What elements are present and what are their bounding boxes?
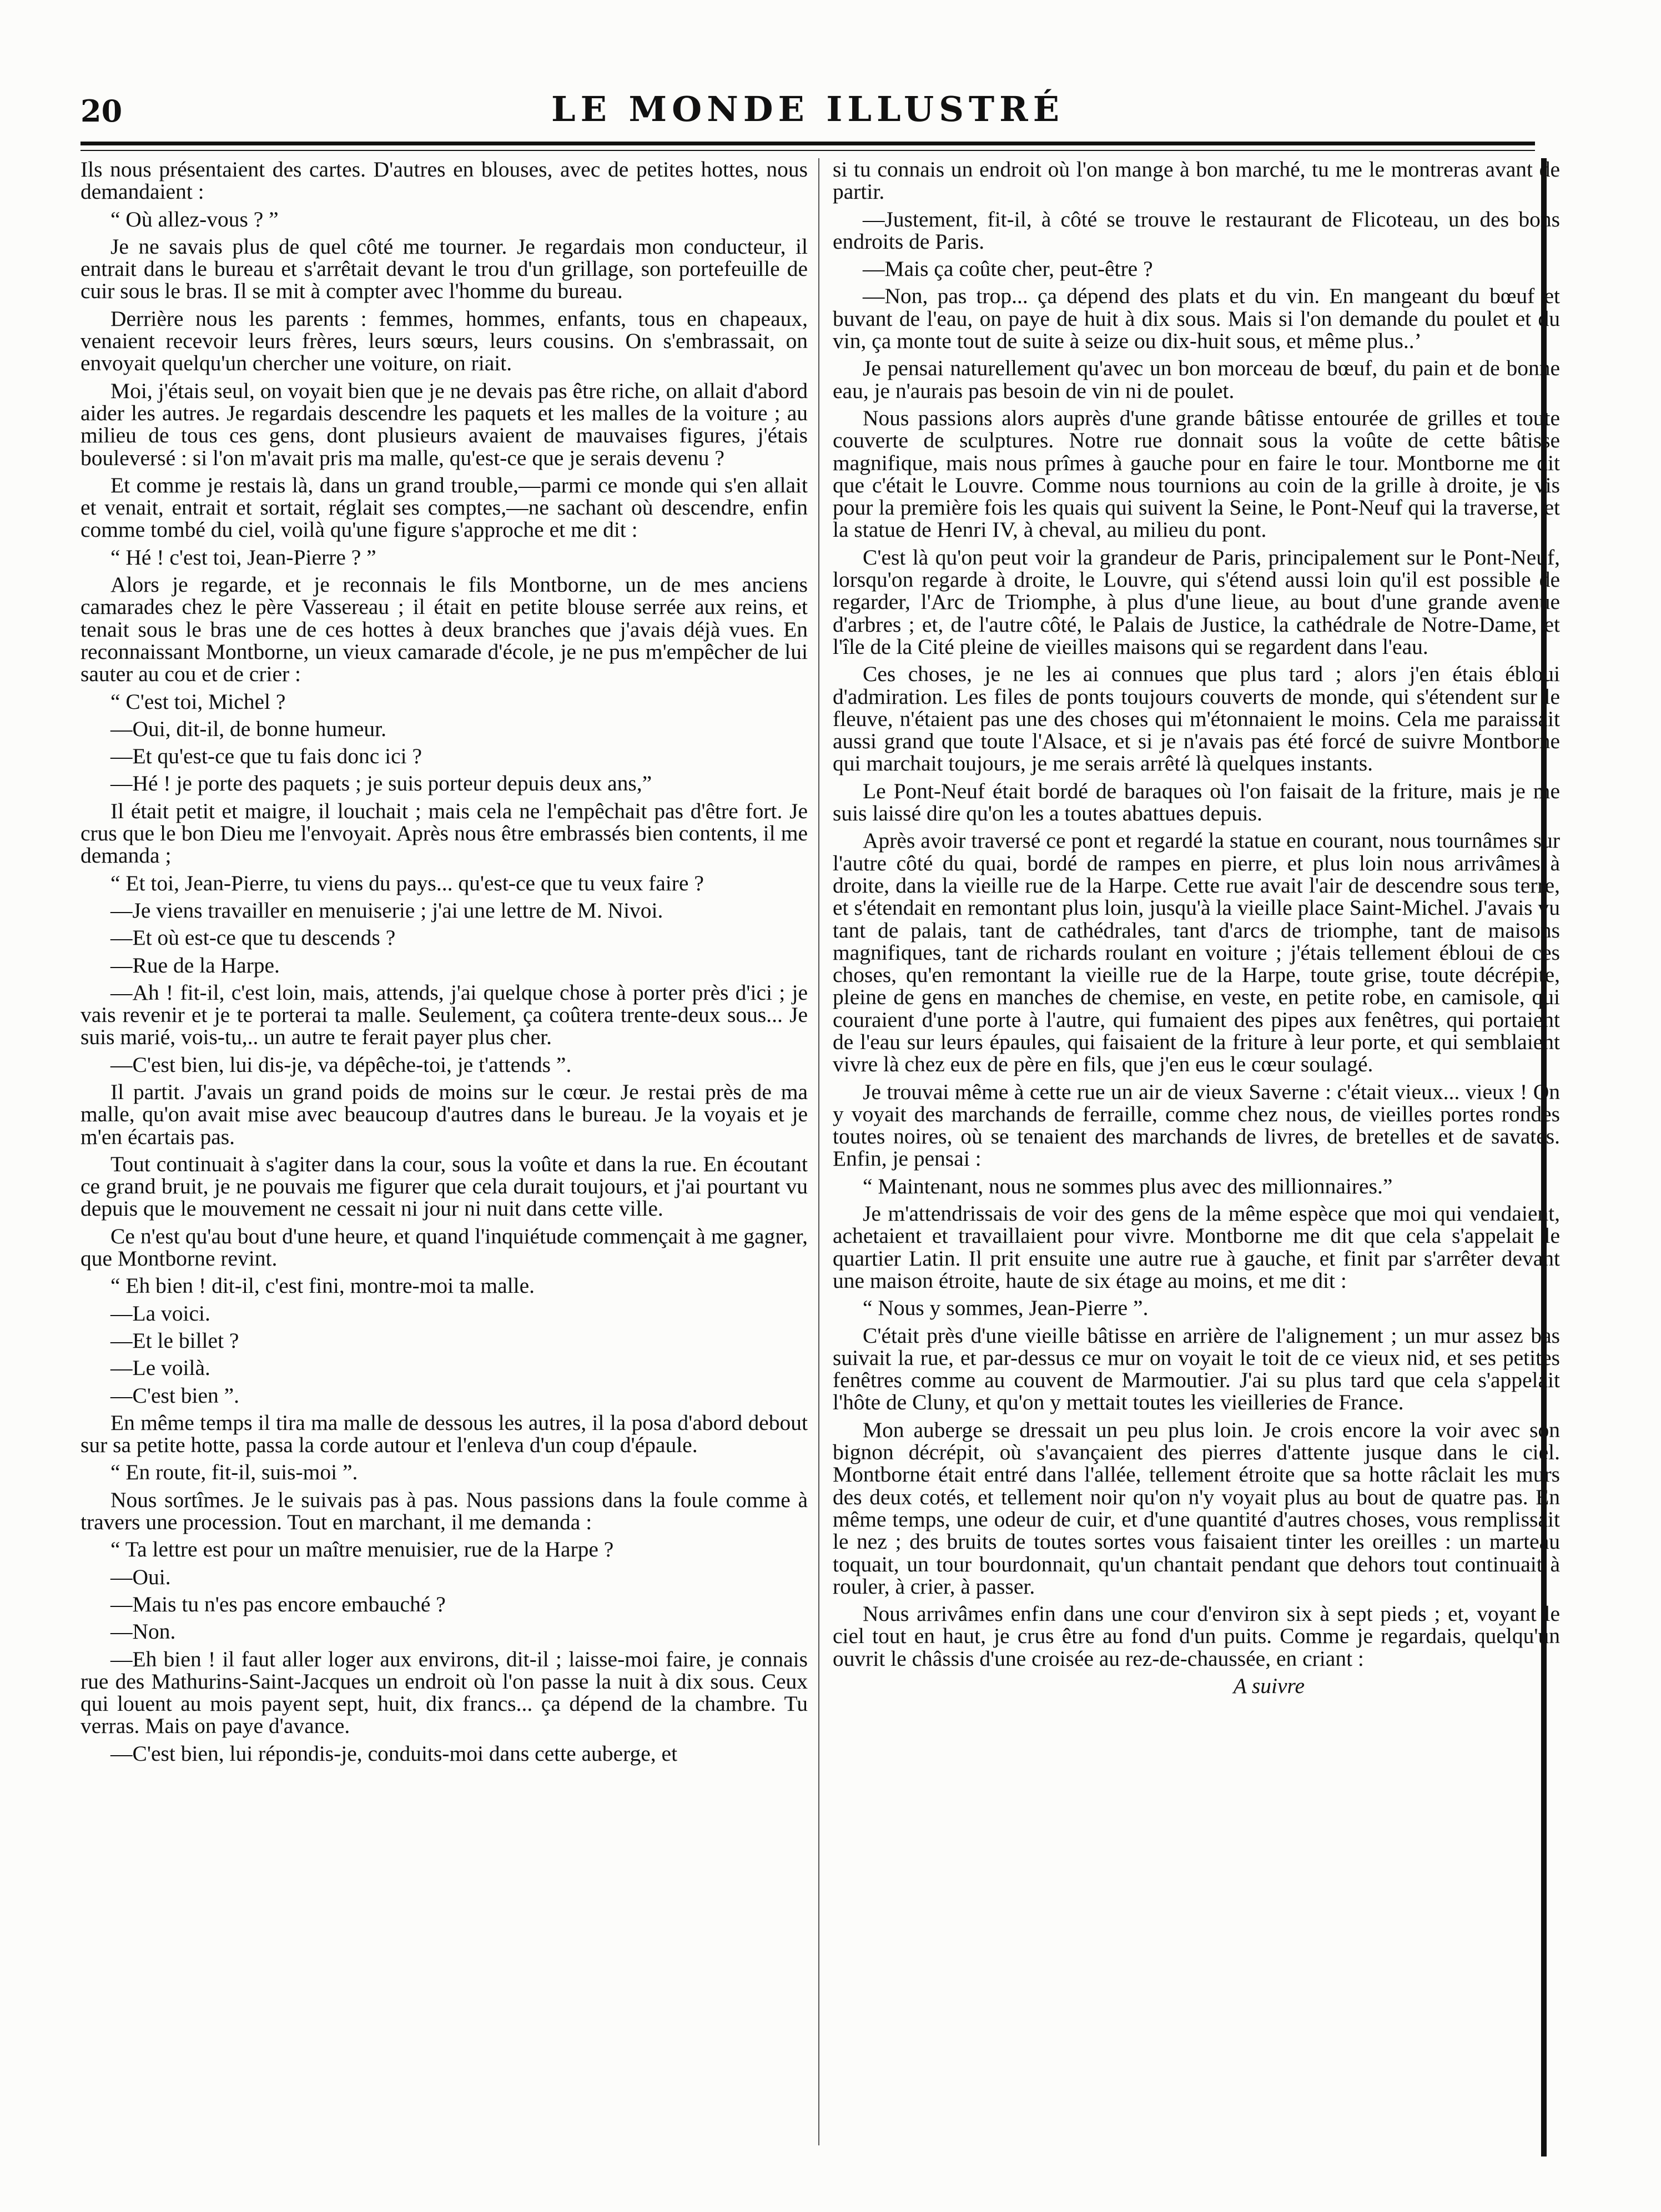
paragraph: Ces choses, je ne les ai connues que plus tard ; alors j'en étais ébloui d'admiration. Les files de ponts toujours couverts de monde, qui s'étendent sur le fleuve, n'étaient pas une des choses qui m'étonnaient le moins. Cela me paraissait aussi grand que toute l'Alsace, et si je n'avais pas été forcé de suivre Montborne qui marchait toujours, je me serais arrêté là quelques instants. (833, 662, 1560, 776)
paragraph: “ Eh bien ! dit-il, c'est fini, montre-moi ta malle. (110, 1273, 535, 1298)
paragraph: “ Et toi, Jean-Pierre, tu viens du pays... qu'est-ce que tu veux faire ? (110, 870, 704, 895)
paragraph: —Oui. (110, 1564, 171, 1589)
paragraph: “ Hé ! c'est toi, Jean-Pierre ? ” (110, 545, 376, 570)
paragraph: —La voici. (110, 1301, 210, 1326)
paragraph: C'était près d'une vieille bâtisse en arrière de l'alignement ; un mur assez bas suivait la rue, et par-dessus ce mur on voyait le toit de ce vieux nid, et ses petites fenêtres comme au couvent de Marmoutier. J'ai su plus tard que cela s'appelait l'hôte de Cluny, et qu'on y mettait toutes les vieilleries de France. (833, 1323, 1560, 1415)
paragraph: Mon auberge se dressait un peu plus loin. Je crois encore la voir avec son bignon décrépit, où s'avançaient des pierres d'attente jusque dans le ciel. Montborne était entré dans l'allée, tellement étroite que sa hotte râclait les murs des deux cotés, et tellement noir qu'on n'y voyait plus au bout de quatre pas. En même temps, une odeur de cuir, et d'une quantité d'autres choses, vous remplissait le nez ; des bruits de toutes sortes vous faisaient tinter les oreilles : un marteau toquait, un tour bourdonnait, qu'un chantait pendant que dehors tout continuait à rouler, à crier, à passer. (833, 1417, 1560, 1599)
paragraph: —Et le billet ? (110, 1328, 239, 1353)
paragraph: —Oui, dit-il, de bonne humeur. (110, 716, 386, 741)
paragraph: —Mais ça coûte cher, peut-être ? (863, 256, 1153, 281)
paragraph: Alors je regarde, et je reconnais le fils Montborne, un de mes anciens camarades chez le père Vassereau ; il était en petite blouse serrée aux reins, et tenait sous le bras une de ces hottes à deux branches que j'avais déjà vues. En reconnaissant Montborne, un vieux camarade d'école, je ne pus m'empêcher de lui sauter au cou et de crier : (80, 572, 808, 687)
paragraph: —Hé ! je porte des paquets ; je suis porteur depuis deux ans,” (110, 771, 652, 796)
right-column (833, 158, 1560, 2168)
paragraph: —Mais tu n'es pas encore embauché ? (110, 1591, 446, 1616)
paragraph: Moi, j'étais seul, on voyait bien que je ne devais pas être riche, on allait d'abord aider les autres. Je regardais descendre les paquets et les malles de la voiture ; au milieu de tous ces gens, dont plusieurs avaient de mauvaises figures, j'étais bouleversé : si l'on m'avait pris ma malle, qu'est-ce que je serais devenu ? (80, 378, 808, 470)
paragraph: Je pensai naturellement qu'avec un bon morceau de bœuf, du pain et de bonne eau, je n'aurais pas besoin de vin ni de poulet. (833, 356, 1560, 403)
paragraph: Le Pont-Neuf était bordé de baraques où l'on faisait de la friture, mais je me suis laissé dire qu'on les a toutes abattues depuis. (833, 778, 1560, 826)
paragraph: Nous arrivâmes enfin dans une cour d'environ six à sept pieds ; et, voyant le ciel tout en haut, je crus être au fond d'un puits. Comme je regardais, quelqu'un ouvrit le châssis d'une croisée au rez-de-chaussée, en criant : (833, 1601, 1560, 1671)
paragraph: Ce n'est qu'au bout d'une heure, et quand l'inquiétude commençait à me gagner, que Montborne revint. (80, 1223, 808, 1271)
paragraph: —Je viens travailler en menuiserie ; j'ai une lettre de M. Nivoi. (110, 898, 663, 923)
paragraph: —C'est bien ”. (110, 1383, 240, 1408)
paragraph: “ Ta lettre est pour un maître menuisier, rue de la Harpe ? (110, 1537, 614, 1562)
paragraph: —C'est bien, lui dis-je, va dépêche-toi, je t'attends ”. (110, 1052, 572, 1077)
masthead-title: LE MONDE ILLUSTRÉ (551, 89, 1064, 129)
paragraph: —Non. (110, 1619, 176, 1644)
paragraph: —Eh bien ! il faut aller loger aux environs, dit-il ; laisse-moi faire, je connais rue des Mathurins-Saint-Jacques un endroit où l'on passe la nuit à dix sous. Ceux qui louent au mois payent sept, huit, dix francs... ça dépend de la chambre. Tu verras. Mais on paye d'avance. (80, 1646, 808, 1739)
paragraph: —Justement, fit-il, à côté se trouve le restaurant de Flicoteau, un des bons endroits de Paris. (833, 206, 1560, 254)
paragraph: Nous sortîmes. Je le suivais pas à pas. Nous passions dans la foule comme à travers une procession. Tout en marchant, il me demanda : (80, 1487, 808, 1535)
paragraph: —Et qu'est-ce que tu fais donc ici ? (110, 744, 422, 769)
paragraph: Derrière nous les parents : femmes, hommes, enfants, tous en chapeaux, venaient recevoir leurs frères, leurs sœurs, leurs cousins. On s'embrassait, on envoyait quelqu'un chercher une voiture, on riait. (80, 306, 808, 376)
paragraph: Et comme je restais là, dans un grand trouble,—parmi ce monde qui s'en allait et venait, entrait et sortait, réglait ses comptes,—ne sachant où descendre, enfin comme tombé du ciel, voilà qu'une figure s'approche et me dit : (80, 472, 808, 542)
paragraph: Après avoir traversé ce pont et regardé la statue en courant, nous tournâmes sur l'autre côté du quai, bordé de rampes en pierre, et plus loin nous arrivâmes à droite, dans la vieille rue de la Harpe. Cette rue avait l'air de descendre sous terre, et s'étendait en remontant plus loin, jusqu'à la vieille place Saint-Michel. J'avais vu tant de palais, tant de cathédrales, tant d'arcs de triomphe, tant de maisons magnifiques, tant de richards roulant en voiture ; j'étais tellement ébloui de ces choses, qu'en remontant la vieille rue de la Harpe, toute grise, toute décrépite, pleine de gens en manches de chemise, en veste, en petite robe, en camisole, qui couraient d'une porte à l'autre, qui fumaient des pipes aux fenêtres, qui portaient de l'eau sur leurs épaules, qui faisaient de la friture à leur porte, et qui semblaient vivre là chez eux de père en fils, que j'en eus le cœur soulagé. (833, 828, 1560, 1077)
paragraph: Il partit. J'avais un grand poids de moins sur le cœur. Je restai près de ma malle, qu'on avait mise avec beaucoup d'autres dans le bureau. Je la voyais et je m'en écartais pas. (80, 1079, 808, 1149)
paragraph: C'est là qu'on peut voir la grandeur de Paris, principalement sur le Pont-Neuf, lorsqu'on regarde à droite, le Louvre, qui s'étend aussi loin qu'il est possible de regarder, l'Arc de Triomphe, à plus d'une lieue, au bout d'une grande avenue d'arbres ; et, de l'autre côté, le Palais de Justice, la cathédrale de Notre-Dame, et l'île de la Cité pleine de vieilles maisons qui se regardent dans l'eau. (833, 545, 1560, 659)
paragraph: Ils nous présentaient des cartes. D'autres en blouses, avec de petites hottes, nous demandaient : (80, 158, 808, 204)
paragraph: Je ne savais plus de quel côté me tourner. Je regardais mon conducteur, il entrait dans le bureau et s'arrêtait devant le trou d'un grillage, son portefeuille de cuir sous le bras. Il se mit à compter avec l'homme du bureau. (80, 234, 808, 304)
column-divider (818, 158, 819, 2145)
paragraph: Je m'attendrissais de voir des gens de la même espèce que moi qui vendaient, achetaient et travaillaient pour vivre. Montborne me dit que cela s'appelait le quartier Latin. Il prit ensuite une autre rue à gauche, et finit par s'arrêter devant une maison étroite, haute de six étage au moins, et me dit : (833, 1201, 1560, 1293)
paragraph: “ En route, fit-il, suis-moi ”. (110, 1460, 358, 1485)
page-number: 20 (80, 93, 123, 129)
left-column (80, 158, 808, 2168)
paragraph: Nous passions alors auprès d'une grande bâtisse entourée de grilles et toute couverte de sculptures. Notre rue donnait sous la voûte de cette bâtisse magnifique, mais nous prîmes à gauche pour en faire le tour. Montborne me dit que c'était le Louvre. Comme nous tournions au coin de la grille à droite, je vis pour la première fois les quais qui suivent la Seine, le Pont-Neuf qui la traverse, et la statue de Henri IV, à cheval, au milieu du pont. (833, 405, 1560, 542)
paragraph: —Le voilà. (110, 1356, 210, 1380)
paragraph: En même temps il tira ma malle de dessous les autres, il la posa d'abord debout sur sa petite hotte, passa la corde autour et l'enleva d'un coup d'épaule. (80, 1410, 808, 1458)
paragraph: —Non, pas trop... ça dépend des plats et du vin. En mangeant du bœuf et buvant de l'eau, on paye de huit à dix sous. Mais si l'on demande du poulet et du vin, ça monte tout de suite à seize ou dix-huit sous, et même plus..’ (833, 284, 1560, 354)
paragraph: —Et où est-ce que tu descends ? (110, 925, 396, 950)
paragraph: Je trouvai même à cette rue un air de vieux Saverne : c'était vieux... vieux ! On y voyait des marchands de ferraille, comme chez nous, de vieilles portes rondes toutes noires, où se tenaient des marchands de livres, de bretelles et de savates. Enfin, je pensai : (833, 1079, 1560, 1171)
paragraph: “ C'est toi, Michel ? (110, 689, 286, 714)
header-rule-thick (80, 142, 1535, 145)
continuation-note: A suivre (1233, 1674, 1305, 1698)
paragraph: “ Maintenant, nous ne sommes plus avec des millionnaires.” (863, 1173, 1393, 1198)
header-rule-thin (80, 150, 1535, 151)
paragraph: —Rue de la Harpe. (110, 953, 280, 977)
paragraph: “ Où allez-vous ? ” (110, 206, 279, 231)
paragraph: Il était petit et maigre, il louchait ; mais cela ne l'empêchait pas d'être fort. Je crus que le bon Dieu me l'envoyait. Après nous être embrassés bien contents, il me demanda ; (80, 798, 808, 868)
paragraph: Tout continuait à s'agiter dans la cour, sous la voûte et dans la rue. En écoutant ce grand bruit, je ne pouvais me figurer que cela durait toujours, et j'ai pourtant vu depuis que le mouvement ne cessait ni jour ni nuit dans cette ville. (80, 1151, 808, 1221)
paragraph: —Ah ! fit-il, c'est loin, mais, attends, j'ai quelque chose à porter près d'ici ; je vais revenir et je te porterai ta malle. Seulement, ça coûtera trente-deux sous... Je suis marié, vois-tu,.. un autre te ferait payer plus cher. (80, 980, 808, 1050)
paragraph: “ Nous y sommes, Jean-Pierre ”. (863, 1296, 1149, 1321)
paragraph: —C'est bien, lui répondis-je, conduits-moi dans cette auberge, et (110, 1741, 678, 1766)
paragraph: si tu connais un endroit où l'on mange à bon marché, tu me le montreras avant de partir. (833, 158, 1560, 204)
page-header (80, 83, 1535, 144)
